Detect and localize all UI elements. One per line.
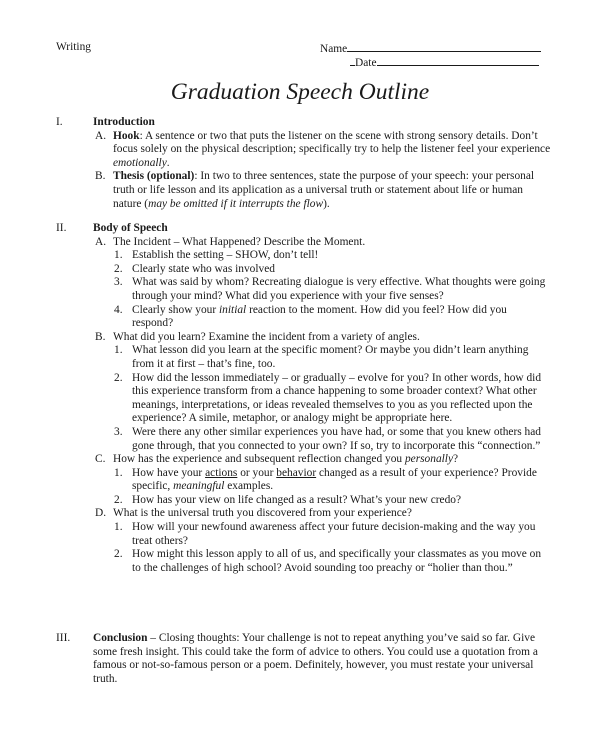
conclusion-text: Conclusion – Closing thoughts: Your challenge is not to repeat anything you’ve said so far. Give some fresh insight. This could take the form of advice to others. You could use a quotation from a famous or not-so-famous person or a poem. Definitely, however, you must restate your universal truth. <box>93 632 538 685</box>
list-marker: 3. <box>114 425 123 438</box>
subject-label: Writing <box>56 41 91 53</box>
thesis-text: Thesis (optional): In two to three sentences, state the purpose of your speech: your personal truth or life lesson and its application as a universal truth or statement about life or human nature (may be omitted if it interrupts the flow). <box>113 170 535 210</box>
item-marker: B. <box>95 170 106 183</box>
list-item: Were there any other similar experiences you have had, or some that you knew others had gone through, that you connected to your own? If so, try to incorporate this “connection.” <box>132 425 541 452</box>
list-marker: 1. <box>114 466 123 479</box>
section-heading: Body of Speech <box>93 222 168 234</box>
date-blank[interactable] <box>377 55 539 66</box>
incident-heading: The Incident – What Happened? Describe the Moment. <box>113 235 366 248</box>
section-numeral: III. <box>56 632 71 644</box>
hook-text: Hook: A sentence or two that puts the listener on the scene with strong sensory details. Don’t focus solely on the physical description; specifically try to help the listener feel your experience emotionally. <box>113 129 551 169</box>
name-label: Name <box>320 43 348 55</box>
item-marker: A. <box>95 235 107 248</box>
list-marker: 4. <box>114 303 123 316</box>
section-introduction <box>0 116 600 211</box>
list-item: Establish the setting – SHOW, don’t tell! <box>132 249 319 262</box>
section-conclusion <box>0 632 600 686</box>
item-marker: A. <box>95 129 107 142</box>
section-numeral: II. <box>56 222 67 234</box>
list-item: How did the lesson immediately – or gradually – evolve for you? In other words, how did this experience transform from a chance happening to some broader context? What other meanings, interpretations, or ideas revealed themselves to you as you reflected upon the experience? A simile, metaphor, or analogy might be appropriate here. <box>132 371 542 425</box>
list-item: How might this lesson apply to all of us, and specifically your classmates as you move on to the challenges of high school? Avoid sounding too preachy or “holier than thou.” <box>132 548 542 574</box>
date-label: Date <box>355 57 377 69</box>
list-item: How has your view on life changed as a result? What’s your new credo? <box>132 493 462 506</box>
name-blank[interactable] <box>347 41 541 52</box>
section-heading: Introduction <box>93 116 155 128</box>
list-item: What lesson did you learn at the specific moment? Or maybe you didn’t learn anything from it at first – that’s fine, too. <box>132 344 529 370</box>
list-item: Clearly state who was involved <box>132 262 275 275</box>
change-heading: How has the experience and subsequent reflection changed you personally? <box>113 453 459 466</box>
name-line <box>320 41 541 56</box>
list-marker: 2. <box>114 493 123 506</box>
list-marker: 1. <box>114 344 123 357</box>
list-marker: 2. <box>114 371 123 384</box>
date-line <box>350 55 539 70</box>
list-marker: 1. <box>114 249 123 262</box>
truth-heading: What is the universal truth you discovered from your experience? <box>113 507 412 520</box>
item-marker: B. <box>95 330 106 343</box>
page-title: Graduation Speech Outline <box>170 79 430 105</box>
item-marker: C. <box>95 453 106 466</box>
list-marker: 2. <box>114 262 123 275</box>
list-item: Clearly show your initial reaction to the moment. How did you feel? How did you respond? <box>132 303 507 330</box>
list-marker: 3. <box>114 276 123 289</box>
list-item: How will your newfound awareness affect your future decision-making and the way you treat others? <box>132 521 536 547</box>
section-numeral: I. <box>56 116 63 128</box>
item-marker: D. <box>95 507 107 520</box>
list-marker: 2. <box>114 548 123 561</box>
list-item: What was said by whom? Recreating dialogue is very effective. What thoughts were going through your mind? What did you experience with your five senses? <box>132 276 546 302</box>
list-marker: 1. <box>114 521 123 534</box>
learn-heading: What did you learn? Examine the incident from a variety of angles. <box>113 330 420 343</box>
section-body <box>0 222 600 575</box>
list-item: How have your actions or your behavior changed as a result of your experience? Provide specific, meaningful examples. <box>132 466 537 493</box>
